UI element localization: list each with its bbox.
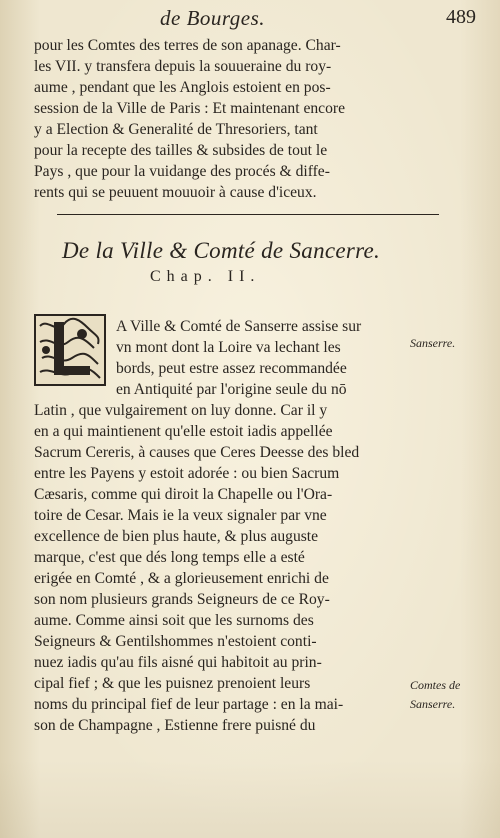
- text-line: en a qui maintienent qu'elle estoit iadis appellée: [34, 423, 333, 440]
- text-line: erigée en Comté , & a glorieusement enrichi de: [34, 570, 329, 587]
- running-title: de Bourges.: [160, 6, 266, 30]
- page-number: 489: [446, 6, 476, 28]
- text-line: bords, peut estre assez recommandée: [116, 360, 347, 377]
- text-line: excellence de bien plus haute, & plus auguste: [34, 528, 319, 545]
- text-line: pour les Comtes des terres de son apanage. Char-: [34, 37, 341, 54]
- text-line: cipal fief ; & que les puisnez prenoient leurs: [34, 675, 311, 692]
- text-line: vn mont dont la Loire va lechant les: [116, 339, 341, 356]
- margin-note: Sanserre.: [410, 336, 456, 350]
- text-line: aume. Comme ainsi soit que les surnoms des: [34, 612, 314, 629]
- text-line: noms du principal fief de leur partage : en la mai-: [34, 696, 344, 713]
- text-line: aume , pendant que les Anglois estoient en pos-: [34, 79, 331, 96]
- section-divider: [57, 214, 439, 215]
- text-line: entre les Payens y estoit adorée : ou bien Sacrum: [34, 465, 340, 482]
- text-line: rents qui se peuuent mouuoir à cause d'iceux.: [34, 184, 317, 201]
- text-line: les VII. y transfera depuis la souueraine du roy-: [34, 58, 332, 75]
- margin-note: Comtes de: [410, 678, 461, 692]
- text-line: marque, c'est que dés long temps elle a esté: [34, 549, 305, 566]
- text-line: Latin , que vulgairement on luy donne. Car il y: [34, 402, 328, 419]
- text-line: en Antiquité par l'origine seule du nō: [116, 381, 347, 398]
- text-line: Sacrum Cereris, à causes que Ceres Deesse des bled: [34, 444, 360, 461]
- section-title: De la Ville & Comté de Sancerre.: [62, 238, 381, 263]
- text-line: y a Election & Generalité de Thresoriers, tant: [34, 121, 318, 138]
- text-line: pour la recepte des tailles & subsides de tout le: [34, 142, 328, 159]
- text-line: nuez iadis qu'au fils aisné qui habitoit au prin-: [34, 654, 322, 671]
- ornamental-initial-l: [34, 314, 106, 386]
- text-line: Seigneurs & Gentilshommes n'estoient conti-: [34, 633, 317, 650]
- text-line: A Ville & Comté de Sanserre assise sur: [116, 318, 362, 335]
- chapter-heading: Chap. II.: [150, 268, 261, 285]
- text-line: Cæsaris, comme qui diroit la Chapelle ou l'Ora-: [34, 486, 333, 503]
- text-line: son nom plusieurs grands Seigneurs de ce Roy-: [34, 591, 330, 608]
- page-bottom-shading: [0, 760, 500, 838]
- text-line: toire de Cesar. Mais ie la veux signaler par vne: [34, 507, 327, 524]
- text-line: son de Champagne , Estienne frere puisné du: [34, 717, 316, 734]
- text-line: Pays , que pour la vuidange des procés & diffe-: [34, 163, 330, 180]
- text-line: session de la Ville de Paris : Et maintenant encore: [34, 100, 345, 117]
- margin-note: Sanserre.: [410, 697, 456, 711]
